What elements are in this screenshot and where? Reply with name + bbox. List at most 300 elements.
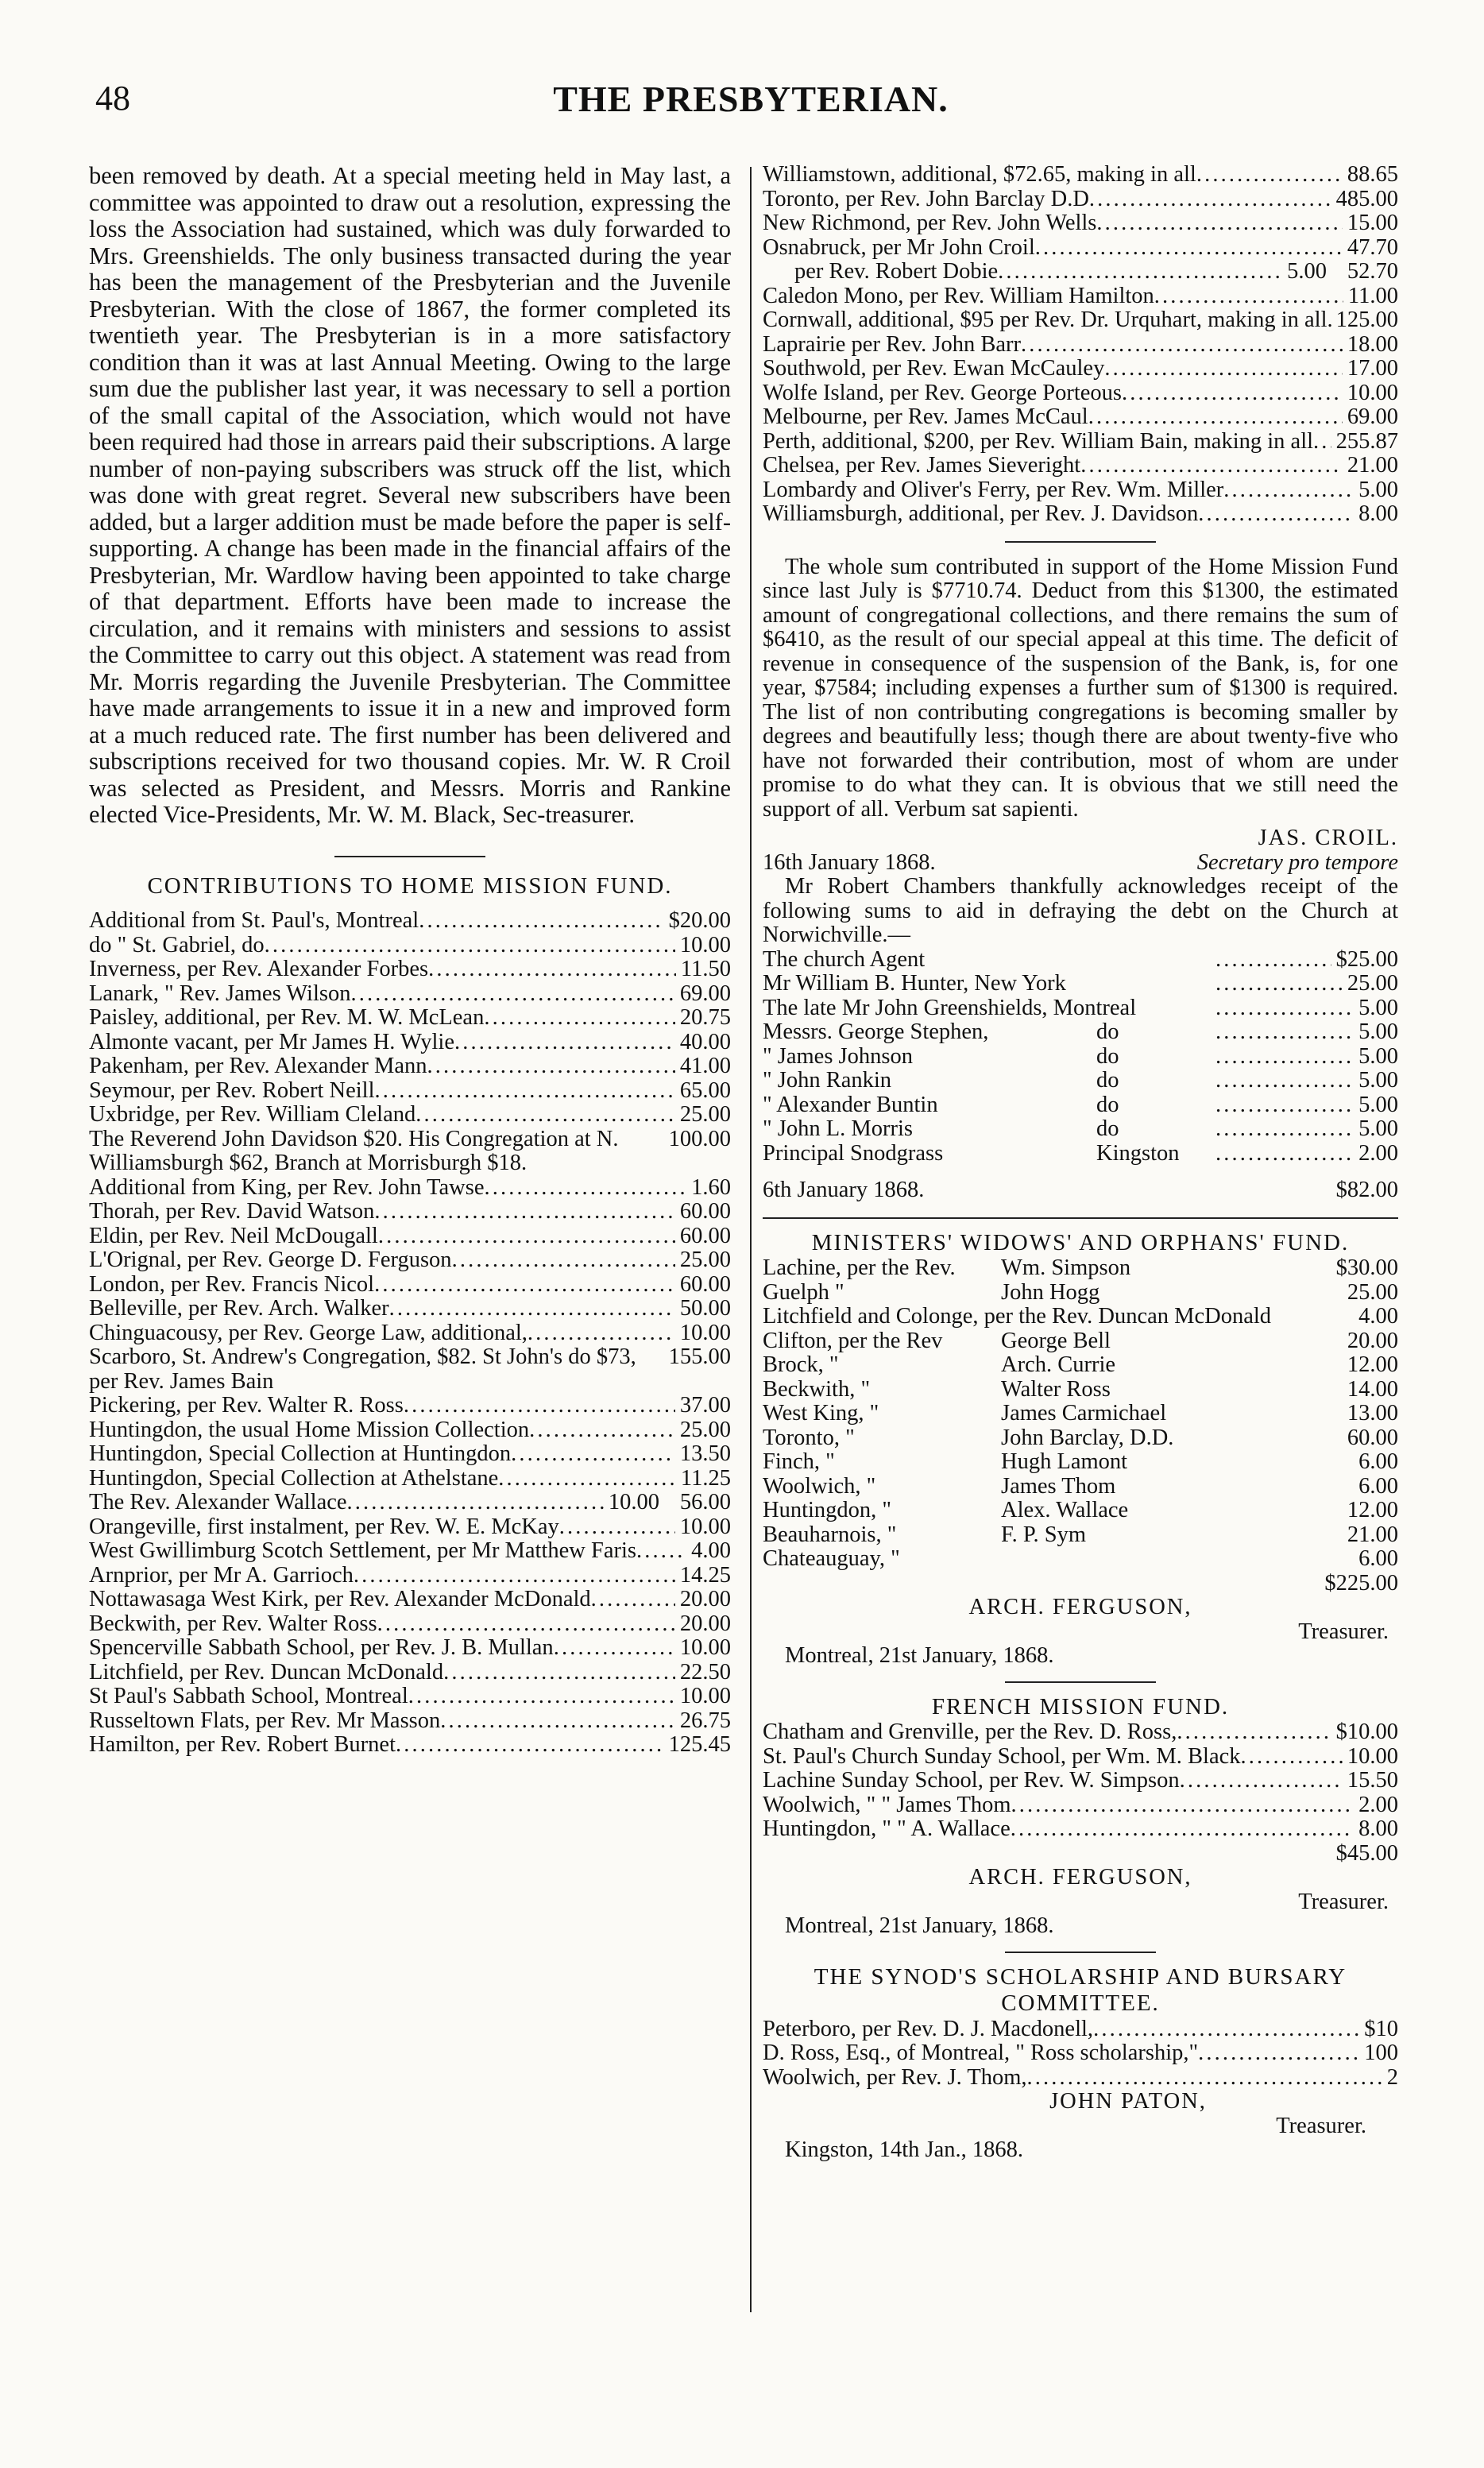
dot-leader — [1177, 1720, 1331, 1745]
french-date: Montreal, 21st January, 1868. — [785, 1913, 1054, 1938]
dot-leader — [1011, 1817, 1354, 1842]
dot-leader — [1080, 454, 1343, 478]
entry-text: New Richmond, per Rev. John Wells — [763, 211, 1097, 235]
dot-leader — [378, 1224, 675, 1249]
entry-amount: 10.00 — [679, 1635, 731, 1660]
dot-leader — [554, 1636, 675, 1661]
list-item — [763, 1020, 1398, 1045]
list-item — [763, 1353, 1398, 1378]
entry-text: West Gwillimburg Scotch Settlement, per Mr Matthew Faris — [89, 1538, 636, 1563]
list-item — [89, 1733, 731, 1758]
list-item — [89, 1103, 731, 1128]
donor-name: The church Agent — [763, 946, 926, 972]
contributor-place: Lachine, per the Rev. — [763, 1255, 956, 1280]
contributor-place: Toronto, " — [763, 1425, 855, 1450]
entry-text: Beckwith, per Rev. Walter Ross — [89, 1611, 377, 1636]
contributor-amount: 20.00 — [1347, 1328, 1398, 1353]
entry-text: Huntingdon, Special Collection at Athelstane — [89, 1465, 499, 1491]
entry-amount: 47.70 — [1347, 234, 1398, 260]
entry-amount: 13.50 — [679, 1441, 731, 1466]
entry-amount: 88.65 — [1347, 162, 1398, 187]
entry-text: Williamsburgh, additional, per Rev. J. Davidson — [763, 501, 1199, 526]
entry-text: Additional from St. Paul's, Montreal — [89, 908, 419, 933]
list-item — [763, 454, 1398, 478]
dot-leader — [591, 1588, 675, 1612]
contributor-amount: 6.00 — [1358, 1449, 1398, 1474]
entry-text: Lanark, " Rev. James Wilson — [89, 981, 351, 1006]
list-item — [763, 1450, 1398, 1475]
list-item — [763, 1745, 1398, 1770]
entry-text: Orangeville, first instalment, per Rev. W. E. McKay — [89, 1514, 559, 1539]
dot-leader — [440, 1709, 675, 1734]
section-divider — [1005, 1681, 1156, 1683]
entry-text: Russeltown Flats, per Rev. Mr Masson — [89, 1708, 441, 1733]
entry-text: Chatham and Grenville, per the Rev. D. Ross, — [763, 1719, 1177, 1744]
list-item — [89, 1491, 731, 1515]
entry-amount: 15.00 — [1347, 211, 1398, 235]
chambers-total: $82.00 — [1335, 1178, 1398, 1202]
contributor-place: Guelph " — [763, 1279, 844, 1305]
dot-leader — [1313, 430, 1331, 455]
entry-amount: 10.00 — [608, 1490, 659, 1514]
list-item — [763, 1069, 1398, 1093]
entry-amount: 10.00 — [1347, 1743, 1398, 1769]
donor-amount: 5.00 — [1358, 1043, 1398, 1069]
dot-leader — [1088, 405, 1343, 430]
contributor-amount: 60.00 — [1347, 1425, 1398, 1450]
list-item — [763, 1426, 1398, 1451]
list-item — [89, 1612, 731, 1637]
contributor-place: Chateauguay, " — [763, 1546, 900, 1571]
dot-leader — [374, 1200, 674, 1224]
dot-leader — [528, 1321, 675, 1346]
entry-amount: 26.75 — [679, 1708, 731, 1733]
dot-leader — [636, 1539, 686, 1564]
dot-leader — [1223, 478, 1354, 503]
list-item — [763, 2066, 1398, 2091]
dot-leader — [377, 1612, 675, 1637]
widows-signature: ARCH. FERGUSON, — [968, 1595, 1192, 1619]
entry-text: Cornwall, additional, $95 per Rev. Dr. Urquhart, making in all — [763, 308, 1327, 332]
dot-leader — [498, 1467, 676, 1491]
contributor-name: Wm. Simpson — [1001, 1255, 1131, 1280]
dot-leader — [1198, 2041, 1359, 2066]
donor-place: do — [1096, 1092, 1119, 1117]
entry-text: The Rev. Alexander Wallace — [89, 1490, 347, 1514]
list-item — [763, 2017, 1398, 2042]
dot-leader — [511, 1442, 675, 1467]
dot-leader — [1215, 1093, 1354, 1118]
entry-amount: 18.00 — [1347, 331, 1398, 357]
donor-amount: 25.00 — [1347, 971, 1398, 996]
list-item — [763, 1402, 1398, 1426]
entry-amount: 5.00 — [1287, 259, 1327, 284]
list-item — [763, 308, 1398, 333]
donor-place: do — [1096, 1019, 1119, 1044]
synod-committee-heading: THE SYNOD'S SCHOLARSHIP AND BURSARY COMMITTEE. — [813, 1963, 1347, 2016]
entry-text: Huntingdon, " " A. Wallace — [763, 1816, 1011, 1841]
list-item — [89, 1442, 731, 1467]
list-item — [89, 982, 731, 1007]
list-item — [89, 1297, 731, 1321]
list-item — [89, 1515, 731, 1540]
list-item — [89, 1709, 731, 1734]
list-item — [89, 1248, 731, 1273]
list-item — [763, 972, 1398, 996]
entry-text: Williamstown, additional, $72.65, making in all — [763, 162, 1196, 187]
synod-signature: JOHN PATON, — [1049, 2089, 1207, 2114]
donor-amount: $25.00 — [1335, 946, 1398, 972]
entry-amount: 25.00 — [679, 1417, 731, 1442]
contributor-amount: 12.00 — [1347, 1498, 1398, 1522]
list-item — [89, 1418, 731, 1443]
entry-amount: 5.00 — [1358, 477, 1398, 502]
donor-amount: 5.00 — [1358, 995, 1398, 1020]
entry-text: Eldin, per Rev. Neil McDougall — [89, 1223, 378, 1248]
list-item — [763, 1547, 1398, 1572]
entry-amount: 20.00 — [679, 1611, 731, 1636]
entry-text: Woolwich, " " James Thom — [763, 1792, 1011, 1817]
contributor-place: Beauharnois, " — [763, 1522, 897, 1547]
widows-role: Treasurer. — [1298, 1619, 1389, 1644]
contributor-place: Huntingdon, " — [763, 1498, 892, 1522]
dot-leader — [396, 1733, 664, 1758]
donor-place: do — [1096, 1068, 1119, 1093]
dot-leader — [1089, 188, 1331, 212]
dot-leader — [1241, 1745, 1343, 1770]
dot-leader — [415, 1103, 675, 1128]
dot-leader — [1215, 1117, 1354, 1142]
list-item — [763, 333, 1398, 358]
dot-leader — [1021, 333, 1343, 358]
entry-amount: 69.00 — [1347, 404, 1398, 429]
entry-amount: 100.00 — [668, 1126, 731, 1151]
dot-leader — [454, 1031, 675, 1055]
entry-amount: 1.60 — [691, 1174, 731, 1200]
donor-name: " John Rankin — [763, 1068, 892, 1093]
list-item — [89, 1588, 731, 1612]
list-item — [89, 1564, 731, 1588]
entry-text: Chelsea, per Rev. James Sieveright — [763, 453, 1081, 478]
contributor-place: Beckwith, " — [763, 1376, 871, 1402]
entry-text: Uxbridge, per Rev. William Cleland — [89, 1102, 416, 1127]
contributor-amount: $30.00 — [1335, 1255, 1398, 1280]
entry-amount: 10.00 — [679, 1320, 731, 1345]
entry-text: Huntingdon, the usual Home Mission Collection — [89, 1417, 530, 1442]
list-item — [89, 1539, 731, 1564]
list-item — [763, 1256, 1398, 1281]
contributor-place: Brock, " — [763, 1352, 839, 1377]
dot-leader — [375, 1079, 675, 1104]
list-item — [763, 381, 1398, 406]
notice-role: Secretary pro tempore — [1196, 849, 1398, 875]
dot-leader — [484, 1006, 675, 1031]
list-item — [89, 1031, 731, 1055]
list-item — [89, 934, 731, 958]
entry-amount: 40.00 — [679, 1029, 731, 1054]
entry-amount: $20.00 — [668, 908, 731, 933]
page-number: 48 — [95, 79, 130, 118]
donor-amount: 2.00 — [1358, 1140, 1398, 1166]
list-item — [89, 1079, 731, 1104]
contributor-place: Finch, " — [763, 1449, 835, 1474]
list-item — [89, 1467, 731, 1491]
entry-amount: 60.00 — [679, 1199, 731, 1224]
contributor-amount: 25.00 — [1347, 1279, 1398, 1305]
contributor-amount: 14.00 — [1347, 1376, 1398, 1402]
entry-text: Paisley, additional, per Rev. M. W. McLean — [89, 1005, 485, 1030]
entry-text: Seymour, per Rev. Robert Neill — [89, 1077, 375, 1103]
entry-amount: 14.25 — [679, 1562, 731, 1588]
contributor-amount: 6.00 — [1358, 1546, 1398, 1571]
entry-text: Additional from King, per Rev. John Tawse — [89, 1174, 485, 1200]
dot-leader — [374, 1273, 675, 1298]
list-item — [89, 1128, 731, 1176]
entry-text: Chinguacousy, per Rev. George Law, additional, — [89, 1320, 528, 1345]
entry-amount: 22.50 — [679, 1659, 731, 1685]
widows-list — [763, 1256, 1398, 1572]
list-item — [763, 1281, 1398, 1306]
dot-leader — [408, 1685, 675, 1709]
entry-text: Woolwich, per Rev. J. Thom, — [763, 2064, 1027, 2090]
entry-text: St Paul's Sabbath School, Montreal — [89, 1684, 408, 1708]
contributor-name: George Bell — [1001, 1328, 1111, 1353]
donor-name: " James Johnson — [763, 1043, 913, 1069]
entry-amount: 50.00 — [679, 1296, 731, 1321]
entry-amount: 21.00 — [1347, 453, 1398, 478]
dot-leader — [354, 1564, 675, 1588]
home-mission-list — [89, 909, 731, 1758]
section-divider — [334, 856, 485, 857]
list-item — [763, 1720, 1398, 1745]
list-item — [763, 478, 1398, 503]
list-item — [763, 1117, 1398, 1142]
home-mission-notice: The whole sum contributed in support of the Home Mission Fund since last July is $7710.74. Deduct from this $1300, the estimated amount of congregational collections, and there remains the sum of $6410, as the result of our special appeal at this time. The deficit of revenue in consequence of the suspension of the Bank, is, for one year, $7584; including expenses a further sum of $1300 is required. The list of non contributing congregations is becoming smaller by degrees and beautifully less; though there are about twenty-five who have not forwarded their contribution, most of whom are under promise to do what they can. It is obvious that we still need the support of all. Verbum sat sapienti. — [763, 554, 1398, 822]
entry-total: 52.70 — [1347, 259, 1398, 284]
entry-text: The Reverend John Davidson $20. His Congregation at N. Williamsburgh $62, Branch at Morrisburgh $18. — [89, 1126, 619, 1175]
contributor-name: John Hogg — [1001, 1279, 1100, 1305]
notice-date: 16th January 1868. — [763, 849, 936, 875]
dot-leader — [1104, 357, 1343, 381]
list-item — [763, 1499, 1398, 1523]
entry-text: Scarboro, St. Andrew's Congregation, $82. St John's do $73, per Rev. James Bain — [89, 1344, 636, 1394]
contributor-name: Alex. Wallace — [1001, 1498, 1129, 1522]
chambers-acknowledgement: Mr Robert Chambers thankfully acknowledges receipt of the following sums to aid in defraying the debt on the Church at Norwichville.— — [763, 874, 1398, 947]
entry-amount: 65.00 — [679, 1077, 731, 1103]
dot-leader — [1215, 972, 1343, 996]
list-item — [89, 957, 731, 982]
donor-place: do — [1096, 1116, 1119, 1141]
entry-amount: 37.00 — [679, 1393, 731, 1418]
donor-place: Kingston — [1096, 1140, 1180, 1166]
widows-date: Montreal, 21st January, 1868. — [785, 1643, 1054, 1668]
section-divider — [763, 1217, 1398, 1219]
entry-amount: 255.87 — [1335, 428, 1398, 454]
left-column — [89, 163, 731, 1758]
list-item — [89, 1321, 731, 1346]
dot-leader — [1154, 284, 1343, 309]
contributor-amount: 6.00 — [1358, 1473, 1398, 1499]
entry-text: Perth, additional, $200, per Rev. William Bain, making in all — [763, 428, 1314, 454]
entry-amount: 10.00 — [679, 1514, 731, 1539]
entry-amount: 2 — [1386, 2064, 1398, 2090]
entry-text: Melbourne, per Rev. James McCaul — [763, 404, 1088, 429]
donor-amount: 5.00 — [1358, 1092, 1398, 1117]
list-item — [763, 405, 1398, 430]
dot-leader — [1215, 996, 1354, 1021]
dot-leader — [1215, 1069, 1354, 1093]
list-item — [763, 284, 1398, 309]
list-item — [763, 1475, 1398, 1499]
dot-leader — [1215, 1045, 1354, 1070]
dot-leader — [1122, 381, 1343, 406]
chambers-list — [763, 948, 1398, 1166]
contributor-amount: 21.00 — [1347, 1522, 1398, 1547]
donor-name: The late Mr John Greenshields, Montreal — [763, 995, 1137, 1020]
french-total: $45.00 — [1335, 1840, 1398, 1866]
entry-text: St. Paul's Church Sunday School, per Wm. M. Black — [763, 1743, 1241, 1769]
entry-amount: 15.50 — [1347, 1768, 1398, 1793]
entry-amount: 11.50 — [680, 957, 731, 981]
dot-leader — [1011, 1793, 1355, 1818]
entry-text: D. Ross, Esq., of Montreal, " Ross scholarship," — [763, 2041, 1199, 2065]
donor-name: Mr William B. Hunter, New York — [763, 971, 1066, 996]
list-item — [763, 502, 1398, 527]
entry-text: Southwold, per Rev. Ewan McCauley — [763, 356, 1105, 381]
contributor-name: Arch. Currie — [1001, 1352, 1116, 1377]
dot-leader — [1215, 1142, 1354, 1166]
donor-name: Messrs. George Stephen, — [763, 1019, 989, 1044]
french-list — [763, 1720, 1398, 1842]
column-divider — [750, 167, 752, 2312]
entry-text: Lombardy and Oliver's Ferry, per Rev. Wm. Miller — [763, 477, 1224, 502]
contributor-name: Hugh Lamont — [1001, 1449, 1128, 1474]
contributor-amount: 13.00 — [1347, 1401, 1398, 1425]
list-item — [763, 1045, 1398, 1070]
entry-amount: $10 — [1364, 2016, 1398, 2041]
list-item — [763, 1329, 1398, 1354]
entry-text: do " St. Gabriel, do — [89, 932, 265, 957]
list-item — [89, 1176, 731, 1201]
dot-leader — [1027, 2066, 1382, 2091]
entry-amount: 485.00 — [1335, 186, 1398, 211]
list-item — [763, 948, 1398, 973]
entry-amount: 25.00 — [679, 1248, 731, 1272]
list-item — [763, 1523, 1398, 1548]
section-divider — [1005, 541, 1156, 543]
contributor-amount: 12.00 — [1347, 1352, 1398, 1377]
list-item — [89, 1006, 731, 1031]
contributor-name: James Carmichael — [1001, 1401, 1167, 1425]
entry-amount: 11.00 — [1347, 283, 1398, 308]
entry-amount: 155.00 — [668, 1344, 731, 1369]
entry-amount: 69.00 — [679, 981, 731, 1006]
association-report: been removed by death. At a special meeting held in May last, a committee was appointed to draw out a resolution, expressing the loss the Association had sustained, which was duly forwarded to Mrs. Greenshields. The only business transacted during the year has been the management of the Presbyterian and the Juvenile Presbyterian. With the close of 1867, the former completed its twentieth year. The Presbyterian is in a more satisfactory condition than it was at last Annual Meeting. Owing to the large sum due the publisher last year, it was necessary to sell a portion of the small capital of the Association, which would not have been required had those in arrears paid their subscriptions. A large number of non-paying subscribers was struck off the list, which was done with great regret. Several new subscribers have been added, but a larger addition must be made before the paper is self-supporting. A change has been made in the financial affairs of the Presbyterian, Mr. Wardlow having been appointed to take charge of that department. Efforts have been made to increase the circulation, and it remains with ministers and sessions to assist the Committee to carry out this object. A statement was read from Mr. Morris regarding the Juvenile Presbyterian. The Committee have made arrangements to issue it in a new and improved form at a much reduced rate. The first number has been delivered and subscriptions received for two thousand copies. Mr. W. R Croil was selected as President, and Messrs. Morris and Rankine elected Vice-Presidents, Mr. W. M. Black, Sec-treasurer. — [89, 162, 731, 828]
list-item — [763, 260, 1398, 284]
entry-amount: 8.00 — [1358, 1816, 1398, 1841]
dot-leader — [1180, 1769, 1343, 1793]
dot-leader — [389, 1297, 675, 1321]
donor-name: " Alexander Buntin — [763, 1092, 938, 1117]
home-mission-heading: CONTRIBUTIONS TO HOME MISSION FUND. — [147, 872, 673, 899]
list-item — [763, 996, 1398, 1021]
entry-amount: 60.00 — [679, 1271, 731, 1297]
list-item — [763, 163, 1398, 188]
list-item — [89, 1054, 731, 1079]
entry-text: Lachine Sunday School, per Rev. W. Simpson — [763, 1768, 1180, 1793]
entry-text: Belleville, per Rev. Arch. Walker — [89, 1296, 389, 1321]
dot-leader — [427, 1054, 675, 1079]
list-item — [89, 1345, 731, 1394]
widows-fund-heading: MINISTERS' WIDOWS' AND ORPHANS' FUND. — [811, 1229, 1350, 1255]
entry-amount: 20.75 — [679, 1005, 731, 1030]
entry-text: London, per Rev. Francis Nicol — [89, 1271, 375, 1297]
entry-amount: 100 — [1364, 2041, 1398, 2065]
entry-amount: 125.00 — [1335, 308, 1398, 332]
contributor-place: West King, " — [763, 1401, 879, 1425]
dot-leader — [1096, 211, 1342, 236]
donor-name: Principal Snodgrass — [763, 1140, 944, 1166]
list-item — [89, 1273, 731, 1298]
list-item — [763, 1769, 1398, 1793]
entry-text: Toronto, per Rev. John Barclay D.D — [763, 186, 1089, 211]
list-item — [763, 236, 1398, 261]
entry-text: per Rev. Robert Dobie — [794, 259, 999, 284]
entry-amount: 20.00 — [679, 1587, 731, 1611]
list-item — [763, 1305, 1398, 1329]
dot-leader — [350, 982, 674, 1007]
entry-text: Thorah, per Rev. David Watson — [89, 1199, 375, 1224]
list-item — [763, 188, 1398, 212]
entry-text: Litchfield, per Rev. Duncan McDonald — [89, 1659, 444, 1685]
dot-leader — [559, 1515, 675, 1540]
contributor-name: James Thom — [1001, 1473, 1116, 1499]
entry-text: Laprairie per Rev. John Barr — [763, 331, 1021, 357]
list-item — [89, 1200, 731, 1224]
list-item — [763, 430, 1398, 455]
notice-signature: JAS. CROIL. — [1258, 826, 1398, 850]
french-role: Treasurer. — [1298, 1889, 1389, 1914]
dot-leader — [419, 909, 663, 934]
entry-text: Wolfe Island, per Rev. George Porteous — [763, 380, 1123, 405]
list-item — [89, 1661, 731, 1685]
list-item — [763, 2041, 1398, 2066]
list-item — [763, 1093, 1398, 1118]
entry-text: Pakenham, per Rev. Alexander Mann — [89, 1054, 427, 1078]
entry-text: L'Orignal, per Rev. George D. Ferguson — [89, 1248, 452, 1272]
home-mission-list-continued — [763, 163, 1398, 527]
dot-leader — [404, 1394, 675, 1418]
contributor-place: Litchfield and Colonge, per the Rev. Duncan McDonald — [763, 1304, 1272, 1329]
entry-amount: 41.00 — [679, 1054, 731, 1078]
list-item — [89, 1636, 731, 1661]
entry-amount: 17.00 — [1347, 356, 1398, 381]
entry-text: Peterboro, per Rev. D. J. Macdonell, — [763, 2016, 1094, 2041]
entry-text: Huntingdon, Special Collection at Huntingdon — [89, 1441, 512, 1466]
list-item — [763, 357, 1398, 381]
contributor-amount: 4.00 — [1358, 1304, 1398, 1329]
dot-leader — [1196, 163, 1343, 188]
list-item — [763, 1817, 1398, 1842]
contributor-name: Walter Ross — [1001, 1376, 1111, 1402]
dot-leader — [1093, 2017, 1359, 2042]
synod-date: Kingston, 14th Jan., 1868. — [785, 2137, 1024, 2162]
dot-leader — [1198, 502, 1354, 527]
right-column — [763, 163, 1398, 2163]
dot-leader — [1035, 236, 1343, 261]
synod-list — [763, 2017, 1398, 2091]
list-item — [763, 1793, 1398, 1818]
